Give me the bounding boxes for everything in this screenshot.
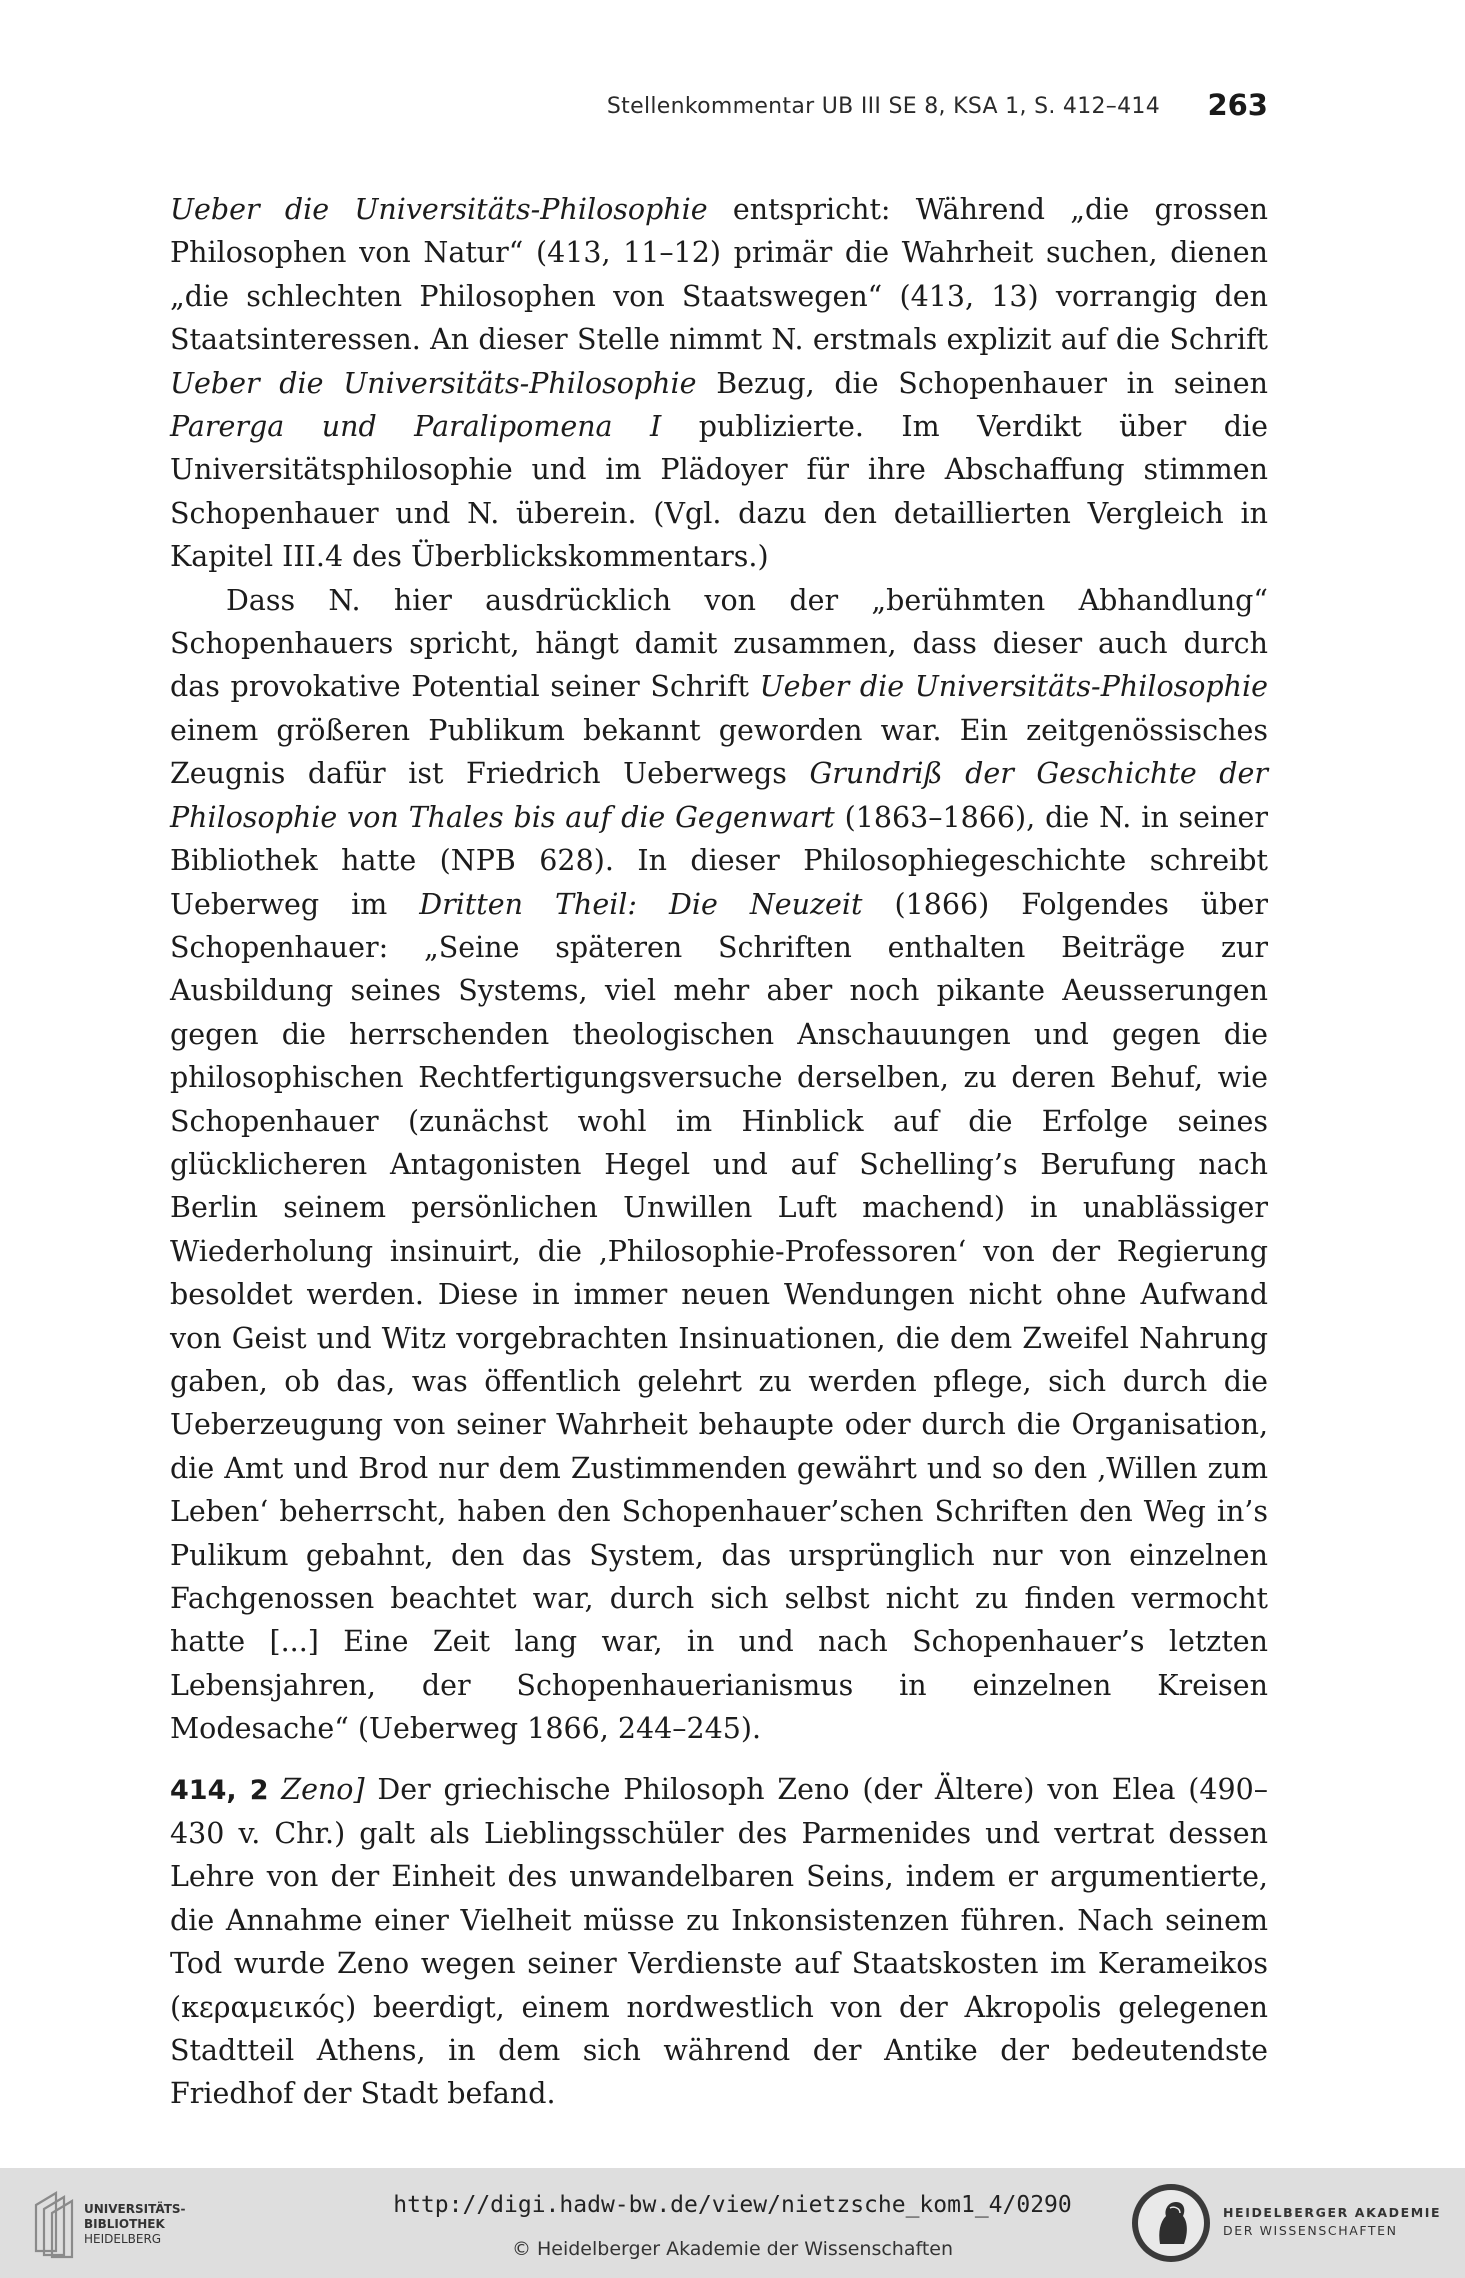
- entry-text: Der griechische Philosoph Zeno (der Ältere) von Elea (490–430 v. Chr.) galt als Lieblingsschüler des Parmenides und vertrat dessen Lehre von der Einheit des unwandelbaren Seins, indem er argumentierte, die Annahme einer Vielheit müsse zu Inkonsistenzen führen. Nach seinem Tod wurde Zeno wegen seiner Verdienste auf Staatskosten im Kerameikos (κεραμεικός) beerdigt, einem nordwestlich von der Akropolis gelegenen Stadtteil Athens, in dem sich während der Antike der bedeutendste Friedhof der Stadt befand.: [170, 1772, 1268, 2111]
- italic-title: Dritten Theil: Die Neuzeit: [419, 887, 863, 921]
- library-name-line: UNIVERSITÄTS-: [84, 2202, 186, 2216]
- running-header: [170, 84, 1268, 134]
- paragraph-2: [170, 579, 1268, 1751]
- text-span: einem größeren Publikum bekannt geworden war. Ein zeitgenössisches Zeugnis dafür ist Friedrich Ueberwegs: [170, 713, 1268, 791]
- source-url-link[interactable]: http://digi.hadw-bw.de/view/nietzsche_kom1_4/0290: [393, 2192, 1072, 2218]
- library-name-line: BIBLIOTHEK: [84, 2217, 165, 2231]
- text-span: (1866) Folgendes über Schopenhauer: „Seine späteren Schriften enthalten Beiträge zur Ausbildung seines Systems, viel mehr aber noch pikante Aeusserungen gegen die herrschenden theologischen Anschauungen und gegen die philosophischen Rechtfertigungsversuche derselben, zu deren Behuf, wie Schopenhauer (zunächst wohl im Hinblick auf die Erfolge seines glücklicheren Antagonisten Hegel und auf Schelling’s Berufung nach Berlin seinem persönlichen Unwillen Luft machend) in unablässiger Wiederholung insinuirt, die ‚Philosophie-Professoren‘ von der Regierung besoldet werden. Diese in immer neuen Wendungen nicht ohne Aufwand von Geist und Witz vorgebrachten Insinuationen, die dem Zweifel Nahrung gaben, ob das, was öffentlich gelehrt zu werden pflege, sich durch die Ueberzeugung von seiner Wahrheit behaupte oder durch die Organisation, die Amt und Brod nur dem Zustimmenden gewährt und so den ‚Willen zum Leben‘ beherrscht, haben den Schopenhauer’schen Schriften den Weg in’s Pulikum gebahnt, den das System, das ursprünglich nur von einzelnen Fachgenossen beachtet war, durch sich selbst nicht zu finden vermocht hatte [...] Eine Zeit lang war, in und nach Schopenhauer’s letzten Lebensjahren, der Schopenhauerianismus in einzelnen Kreisen Modesache“ (Ueberweg 1866, 244–245).: [170, 887, 1268, 1746]
- footer-bar: [0, 2168, 1465, 2278]
- italic-title: Parerga und Paralipomena I: [170, 410, 662, 444]
- academy-name-line: DER WISSENSCHAFTEN: [1223, 2223, 1398, 2238]
- page-number: 263: [1207, 88, 1268, 122]
- text-span: Dass N. hier ausdrücklich von der „berühmten Abhandlung“ Schopenhauers spricht, hängt damit zusammen, dass dieser auch durch das provokative Potential seiner Schrift: [170, 583, 1268, 704]
- copyright-notice: © Heidelberger Akademie der Wissenschaften: [511, 2238, 954, 2260]
- commentary-entry: [170, 1768, 1268, 2116]
- entry-reference: 414, 2: [170, 1774, 269, 1806]
- main-text: [170, 188, 1268, 2116]
- running-title: Stellenkommentar UB III SE 8, KSA 1, S. 412–414: [606, 94, 1160, 119]
- italic-title: Ueber die Universitäts-Philosophie: [759, 670, 1268, 704]
- academy-seal-icon: [1130, 2182, 1212, 2264]
- text-span: (1863–1866), die N. in seiner Bibliothek hatte (NPB 628). In dieser Philosophiegeschichte schreibt Ueberweg im: [170, 800, 1268, 921]
- italic-title: Ueber die Universitäts-Philosophie: [170, 366, 697, 400]
- text-span: Bezug, die Schopenhauer in seinen: [696, 366, 1268, 400]
- academy-name: [1223, 2204, 1441, 2240]
- text-span: publizierte. Im Verdikt über die Universitätsphilosophie und im Plädoyer für ihre Abschaffung stimmen Schopenhauer und N. überein. (Vgl. dazu den detaillierten Vergleich in Kapitel III.4 des Überblickskommentars.): [170, 410, 1268, 574]
- italic-title: Grundriß der Geschichte der Philosophie von Thales bis auf die Gegenwart: [170, 757, 1269, 834]
- library-name-line: HEIDELBERG: [84, 2232, 162, 2246]
- paragraph-1: [170, 188, 1268, 579]
- italic-title: Ueber die Universitäts-Philosophie: [170, 193, 708, 226]
- academy-name-line: HEIDELBERGER AKADEMIE: [1223, 2205, 1442, 2220]
- text-span: entspricht: Während „die grossen Philosophen von Natur“ (413, 11–12) primär die Wahrheit suchen, dienen „die schlechten Philosophen von Staatswegen“ (413, 13) vorrangig den Staatsinteressen. An dieser Stelle nimmt N. erstmals explizit auf die Schrift: [170, 193, 1268, 357]
- entry-lemma: Zeno]: [281, 1772, 365, 1806]
